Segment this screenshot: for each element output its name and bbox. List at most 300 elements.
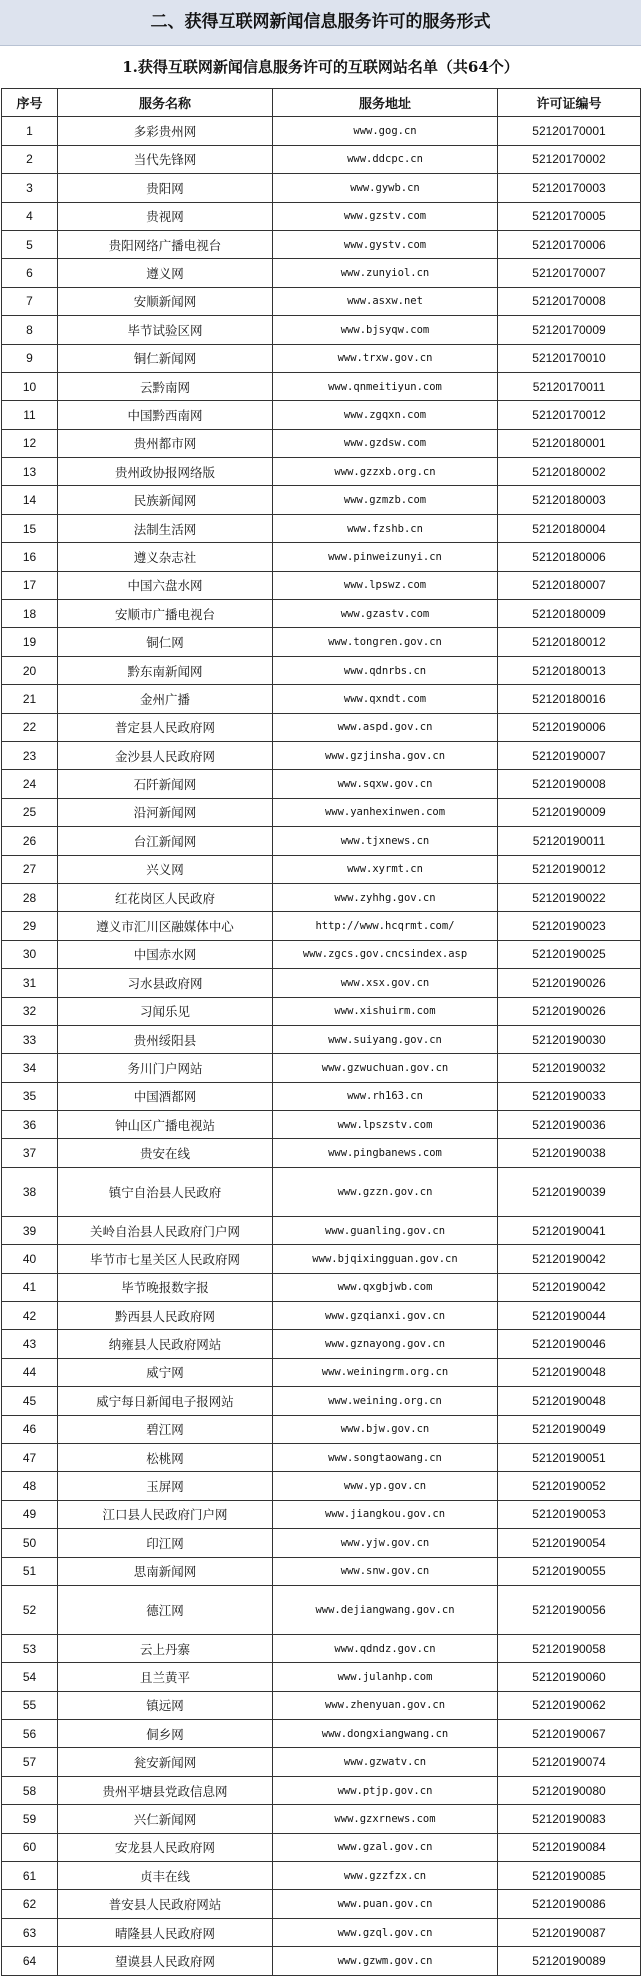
table-row (2, 1302, 641, 1330)
license-number: 52120190046 (498, 1330, 641, 1358)
table-row (2, 1833, 641, 1861)
service-name: 遵义杂志社 (58, 543, 273, 571)
row-index: 47 (2, 1443, 58, 1471)
table-row (2, 174, 641, 202)
table-row (2, 741, 641, 769)
table-body (2, 117, 641, 1975)
table-row (2, 1139, 641, 1167)
license-number: 52120190087 (498, 1918, 641, 1946)
row-index: 42 (2, 1302, 58, 1330)
license-number: 52120170007 (498, 259, 641, 287)
table-row (2, 458, 641, 486)
table-row (2, 1387, 641, 1415)
row-index: 61 (2, 1862, 58, 1890)
service-address: www.zunyiol.cn (273, 259, 498, 287)
service-name: 钟山区广播电视站 (58, 1111, 273, 1139)
table-row (2, 1748, 641, 1776)
row-index: 45 (2, 1387, 58, 1415)
service-address: www.gog.cn (273, 117, 498, 145)
service-address: www.qnmeitiyun.com (273, 372, 498, 400)
service-name: 民族新闻网 (58, 486, 273, 514)
service-name: 普安县人民政府网站 (58, 1890, 273, 1918)
license-number: 52120190038 (498, 1139, 641, 1167)
service-address: www.ddcpc.cn (273, 145, 498, 173)
row-index: 31 (2, 969, 58, 997)
service-address: www.gzmzb.com (273, 486, 498, 514)
service-address: www.zgqxn.com (273, 401, 498, 429)
row-index: 39 (2, 1216, 58, 1244)
service-name: 贵州都市网 (58, 429, 273, 457)
service-name: 红花岗区人民政府 (58, 883, 273, 911)
license-number: 52120180009 (498, 600, 641, 628)
table-row (2, 1472, 641, 1500)
service-name: 法制生活网 (58, 514, 273, 542)
service-address: www.gzzn.gov.cn (273, 1167, 498, 1216)
service-name: 普定县人民政府网 (58, 713, 273, 741)
service-name: 安顺新闻网 (58, 287, 273, 315)
license-number: 52120170003 (498, 174, 641, 202)
row-index: 28 (2, 883, 58, 911)
row-index: 6 (2, 259, 58, 287)
license-number: 52120180001 (498, 429, 641, 457)
table-row (2, 1245, 641, 1273)
row-index: 52 (2, 1585, 58, 1634)
row-index: 53 (2, 1634, 58, 1662)
service-name: 威宁每日新闻电子报网站 (58, 1387, 273, 1415)
service-address: www.fzshb.cn (273, 514, 498, 542)
service-address: www.gywb.cn (273, 174, 498, 202)
service-name: 当代先锋网 (58, 145, 273, 173)
service-name: 侗乡网 (58, 1720, 273, 1748)
license-number: 52120170006 (498, 230, 641, 258)
table-row (2, 713, 641, 741)
row-index: 10 (2, 372, 58, 400)
license-number: 52120170008 (498, 287, 641, 315)
service-address: www.gzql.gov.cn (273, 1918, 498, 1946)
table-row (2, 1082, 641, 1110)
license-number: 52120190048 (498, 1387, 641, 1415)
service-address: www.yp.gov.cn (273, 1472, 498, 1500)
row-index: 11 (2, 401, 58, 429)
table-row (2, 1529, 641, 1557)
service-address: www.puan.gov.cn (273, 1890, 498, 1918)
row-index: 60 (2, 1833, 58, 1861)
table-row (2, 685, 641, 713)
service-name: 晴隆县人民政府网 (58, 1918, 273, 1946)
row-index: 12 (2, 429, 58, 457)
service-address: www.qxndt.com (273, 685, 498, 713)
table-row (2, 656, 641, 684)
header-index: 序号 (2, 89, 58, 117)
service-address: www.gzwuchuan.gov.cn (273, 1054, 498, 1082)
service-address: www.gystv.com (273, 230, 498, 258)
row-index: 41 (2, 1273, 58, 1301)
service-address: www.pingbanews.com (273, 1139, 498, 1167)
table-row (2, 316, 641, 344)
row-index: 20 (2, 656, 58, 684)
row-index: 21 (2, 685, 58, 713)
row-index: 36 (2, 1111, 58, 1139)
service-name: 贵阳网 (58, 174, 273, 202)
service-address: www.pinweizunyi.cn (273, 543, 498, 571)
license-number: 52120190086 (498, 1890, 641, 1918)
service-address: www.zhenyuan.gov.cn (273, 1691, 498, 1719)
row-index: 23 (2, 741, 58, 769)
table-row (2, 230, 641, 258)
row-index: 63 (2, 1918, 58, 1946)
service-name: 镇远网 (58, 1691, 273, 1719)
license-number: 52120190053 (498, 1500, 641, 1528)
table-row (2, 1776, 641, 1804)
table-row (2, 1691, 641, 1719)
license-number: 52120180013 (498, 656, 641, 684)
table-row (2, 1216, 641, 1244)
service-address: www.rh163.cn (273, 1082, 498, 1110)
license-number: 52120190051 (498, 1443, 641, 1471)
license-number: 52120170011 (498, 372, 641, 400)
service-address: www.bjw.gov.cn (273, 1415, 498, 1443)
service-name: 望谟县人民政府网 (58, 1947, 273, 1975)
license-number: 52120190039 (498, 1167, 641, 1216)
row-index: 1 (2, 117, 58, 145)
table-row (2, 1862, 641, 1890)
table-row (2, 1330, 641, 1358)
service-address: www.zyhhg.gov.cn (273, 883, 498, 911)
row-index: 55 (2, 1691, 58, 1719)
license-number: 52120180002 (498, 458, 641, 486)
license-number: 52120190011 (498, 827, 641, 855)
service-name: 云上丹寨 (58, 1634, 273, 1662)
license-number: 52120190048 (498, 1358, 641, 1386)
service-address: www.jiangkou.gov.cn (273, 1500, 498, 1528)
service-name: 沿河新闻网 (58, 798, 273, 826)
row-index: 18 (2, 600, 58, 628)
license-number: 52120170010 (498, 344, 641, 372)
license-number: 52120180016 (498, 685, 641, 713)
table-row (2, 969, 641, 997)
row-index: 13 (2, 458, 58, 486)
license-number: 52120170005 (498, 202, 641, 230)
service-address: www.yanhexinwen.com (273, 798, 498, 826)
row-index: 30 (2, 940, 58, 968)
license-number: 52120180004 (498, 514, 641, 542)
license-number: 52120190033 (498, 1082, 641, 1110)
license-number: 52120190055 (498, 1557, 641, 1585)
row-index: 33 (2, 1025, 58, 1053)
license-number: 52120190052 (498, 1472, 641, 1500)
row-index: 62 (2, 1890, 58, 1918)
table-row (2, 770, 641, 798)
service-address: www.gzal.gov.cn (273, 1833, 498, 1861)
table-row (2, 1415, 641, 1443)
row-index: 26 (2, 827, 58, 855)
service-address: www.tongren.gov.cn (273, 628, 498, 656)
table-row (2, 287, 641, 315)
service-name: 毕节晚报数字报 (58, 1273, 273, 1301)
table-row (2, 1890, 641, 1918)
service-name: 金沙县人民政府网 (58, 741, 273, 769)
section-title: 二、获得互联网新闻信息服务许可的服务形式 (0, 0, 641, 46)
table-row (2, 1443, 641, 1471)
table-row (2, 600, 641, 628)
table-row (2, 798, 641, 826)
row-index: 50 (2, 1529, 58, 1557)
service-address: www.gzwm.gov.cn (273, 1947, 498, 1975)
row-index: 49 (2, 1500, 58, 1528)
license-number: 52120180006 (498, 543, 641, 571)
service-name: 贵州平塘县党政信息网 (58, 1776, 273, 1804)
service-address: www.snw.gov.cn (273, 1557, 498, 1585)
license-number: 52120180012 (498, 628, 641, 656)
row-index: 38 (2, 1167, 58, 1216)
service-name: 黔西县人民政府网 (58, 1302, 273, 1330)
service-name: 贵州政协报网络版 (58, 458, 273, 486)
service-address: www.julanhp.com (273, 1663, 498, 1691)
service-name: 遵义市汇川区融媒体中心 (58, 912, 273, 940)
service-address: http://www.hcqrmt.com/ (273, 912, 498, 940)
license-number: 52120190080 (498, 1776, 641, 1804)
table-row (2, 1111, 641, 1139)
service-address: www.guanling.gov.cn (273, 1216, 498, 1244)
service-address: www.gzxrnews.com (273, 1805, 498, 1833)
row-index: 59 (2, 1805, 58, 1833)
row-index: 17 (2, 571, 58, 599)
table-row (2, 259, 641, 287)
table-row (2, 940, 641, 968)
row-index: 27 (2, 855, 58, 883)
service-name: 铜仁网 (58, 628, 273, 656)
license-number: 52120190056 (498, 1585, 641, 1634)
service-name: 贵视网 (58, 202, 273, 230)
service-address: www.weining.org.cn (273, 1387, 498, 1415)
service-address: www.songtaowang.cn (273, 1443, 498, 1471)
license-number: 52120190084 (498, 1833, 641, 1861)
row-index: 44 (2, 1358, 58, 1386)
table-row (2, 1947, 641, 1975)
service-address: www.trxw.gov.cn (273, 344, 498, 372)
license-number: 52120190060 (498, 1663, 641, 1691)
row-index: 51 (2, 1557, 58, 1585)
service-name: 威宁网 (58, 1358, 273, 1386)
license-number: 52120190044 (498, 1302, 641, 1330)
service-address: www.dongxiangwang.cn (273, 1720, 498, 1748)
service-address: www.xyrmt.cn (273, 855, 498, 883)
service-name: 多彩贵州网 (58, 117, 273, 145)
license-number: 52120170009 (498, 316, 641, 344)
header-service-name: 服务名称 (58, 89, 273, 117)
row-index: 46 (2, 1415, 58, 1443)
row-index: 2 (2, 145, 58, 173)
table-row (2, 1918, 641, 1946)
service-address: www.gzzfzx.cn (273, 1862, 498, 1890)
service-address: www.yjw.gov.cn (273, 1529, 498, 1557)
table-row (2, 1720, 641, 1748)
service-name: 且兰黄平 (58, 1663, 273, 1691)
license-number: 52120190058 (498, 1634, 641, 1662)
table-row (2, 344, 641, 372)
service-address: www.suiyang.gov.cn (273, 1025, 498, 1053)
service-address: www.gznayong.gov.cn (273, 1330, 498, 1358)
license-number: 52120190007 (498, 741, 641, 769)
service-name: 石阡新闻网 (58, 770, 273, 798)
table-row (2, 1025, 641, 1053)
service-name: 玉屏网 (58, 1472, 273, 1500)
table-row (2, 372, 641, 400)
service-name: 中国黔西南网 (58, 401, 273, 429)
service-name: 镇宁自治县人民政府 (58, 1167, 273, 1216)
service-address: www.dejiangwang.gov.cn (273, 1585, 498, 1634)
service-name: 毕节试验区网 (58, 316, 273, 344)
table-row (2, 1500, 641, 1528)
service-address: www.weiningrm.org.cn (273, 1358, 498, 1386)
service-name: 安龙县人民政府网 (58, 1833, 273, 1861)
service-address: www.xishuirm.com (273, 997, 498, 1025)
service-name: 江口县人民政府门户网 (58, 1500, 273, 1528)
service-name: 瓮安新闻网 (58, 1748, 273, 1776)
license-number: 52120190036 (498, 1111, 641, 1139)
license-number: 52120190022 (498, 883, 641, 911)
service-address: www.qdnrbs.cn (273, 656, 498, 684)
header-service-address: 服务地址 (273, 89, 498, 117)
service-name: 习水县政府网 (58, 969, 273, 997)
license-number: 52120180007 (498, 571, 641, 599)
license-number: 52120190089 (498, 1947, 641, 1975)
service-address: www.qxgbjwb.com (273, 1273, 498, 1301)
list-title: 1.获得互联网新闻信息服务许可的互联网站名单（共64个） (122, 58, 519, 76)
service-name: 遵义网 (58, 259, 273, 287)
license-number: 52120190085 (498, 1862, 641, 1890)
service-address: www.gzastv.com (273, 600, 498, 628)
service-name: 纳雍县人民政府网站 (58, 1330, 273, 1358)
service-name: 贵州绥阳县 (58, 1025, 273, 1053)
table-header-row (2, 89, 641, 117)
license-number: 52120170002 (498, 145, 641, 173)
service-name: 关岭自治县人民政府门户网 (58, 1216, 273, 1244)
service-address: www.gzjinsha.gov.cn (273, 741, 498, 769)
table-row (2, 486, 641, 514)
service-address: www.asxw.net (273, 287, 498, 315)
service-name: 安顺市广播电视台 (58, 600, 273, 628)
row-index: 64 (2, 1947, 58, 1975)
table-row (2, 855, 641, 883)
row-index: 4 (2, 202, 58, 230)
row-index: 25 (2, 798, 58, 826)
service-name: 铜仁新闻网 (58, 344, 273, 372)
row-index: 14 (2, 486, 58, 514)
row-index: 54 (2, 1663, 58, 1691)
table-row (2, 1358, 641, 1386)
row-index: 22 (2, 713, 58, 741)
service-address: www.gzwatv.cn (273, 1748, 498, 1776)
table-row (2, 1557, 641, 1585)
license-number: 52120190049 (498, 1415, 641, 1443)
license-number: 52120190026 (498, 997, 641, 1025)
row-index: 15 (2, 514, 58, 542)
row-index: 32 (2, 997, 58, 1025)
license-number: 52120190023 (498, 912, 641, 940)
service-name: 黔东南新闻网 (58, 656, 273, 684)
service-name: 中国六盘水网 (58, 571, 273, 599)
license-number: 52120190026 (498, 969, 641, 997)
service-name: 德江网 (58, 1585, 273, 1634)
table-row (2, 1663, 641, 1691)
table-row (2, 514, 641, 542)
license-number: 52120190074 (498, 1748, 641, 1776)
license-number: 52120190062 (498, 1691, 641, 1719)
license-number: 52120180003 (498, 486, 641, 514)
license-number: 52120190041 (498, 1216, 641, 1244)
service-address: www.gzqianxi.gov.cn (273, 1302, 498, 1330)
website-license-table (1, 88, 641, 1976)
table-row (2, 1054, 641, 1082)
table-row (2, 628, 641, 656)
header-license-number: 许可证编号 (498, 89, 641, 117)
service-address: www.ptjp.gov.cn (273, 1776, 498, 1804)
table-row (2, 1805, 641, 1833)
row-index: 8 (2, 316, 58, 344)
license-number: 52120190025 (498, 940, 641, 968)
license-number: 52120190032 (498, 1054, 641, 1082)
service-name: 中国赤水网 (58, 940, 273, 968)
table-row (2, 997, 641, 1025)
row-index: 3 (2, 174, 58, 202)
license-number: 52120190042 (498, 1245, 641, 1273)
table-row (2, 912, 641, 940)
row-index: 5 (2, 230, 58, 258)
license-number: 52120170001 (498, 117, 641, 145)
row-index: 43 (2, 1330, 58, 1358)
row-index: 37 (2, 1139, 58, 1167)
service-address: www.gzstv.com (273, 202, 498, 230)
table-row (2, 1273, 641, 1301)
service-name: 思南新闻网 (58, 1557, 273, 1585)
table-row (2, 429, 641, 457)
service-name: 贵阳网络广播电视台 (58, 230, 273, 258)
service-address: www.zgcs.gov.cncsindex.asp (273, 940, 498, 968)
license-number: 52120190042 (498, 1273, 641, 1301)
table-row (2, 1167, 641, 1216)
row-index: 40 (2, 1245, 58, 1273)
table-row (2, 117, 641, 145)
row-index: 35 (2, 1082, 58, 1110)
row-index: 16 (2, 543, 58, 571)
table-row (2, 401, 641, 429)
service-name: 兴义网 (58, 855, 273, 883)
service-name: 贵安在线 (58, 1139, 273, 1167)
table-row (2, 1634, 641, 1662)
service-name: 毕节市七星关区人民政府网 (58, 1245, 273, 1273)
license-number: 52120190067 (498, 1720, 641, 1748)
service-address: www.gzzxb.org.cn (273, 458, 498, 486)
service-address: www.gzdsw.com (273, 429, 498, 457)
row-index: 56 (2, 1720, 58, 1748)
service-address: www.aspd.gov.cn (273, 713, 498, 741)
service-address: www.tjxnews.cn (273, 827, 498, 855)
row-index: 58 (2, 1776, 58, 1804)
table-row (2, 145, 641, 173)
service-name: 贞丰在线 (58, 1862, 273, 1890)
license-number: 52120170012 (498, 401, 641, 429)
table-row (2, 202, 641, 230)
service-name: 中国酒都网 (58, 1082, 273, 1110)
row-index: 48 (2, 1472, 58, 1500)
service-address: www.lpszstv.com (273, 1111, 498, 1139)
service-name: 印江网 (58, 1529, 273, 1557)
license-number: 52120190008 (498, 770, 641, 798)
license-number: 52120190054 (498, 1529, 641, 1557)
service-name: 兴仁新闻网 (58, 1805, 273, 1833)
service-address: www.bjsyqw.com (273, 316, 498, 344)
